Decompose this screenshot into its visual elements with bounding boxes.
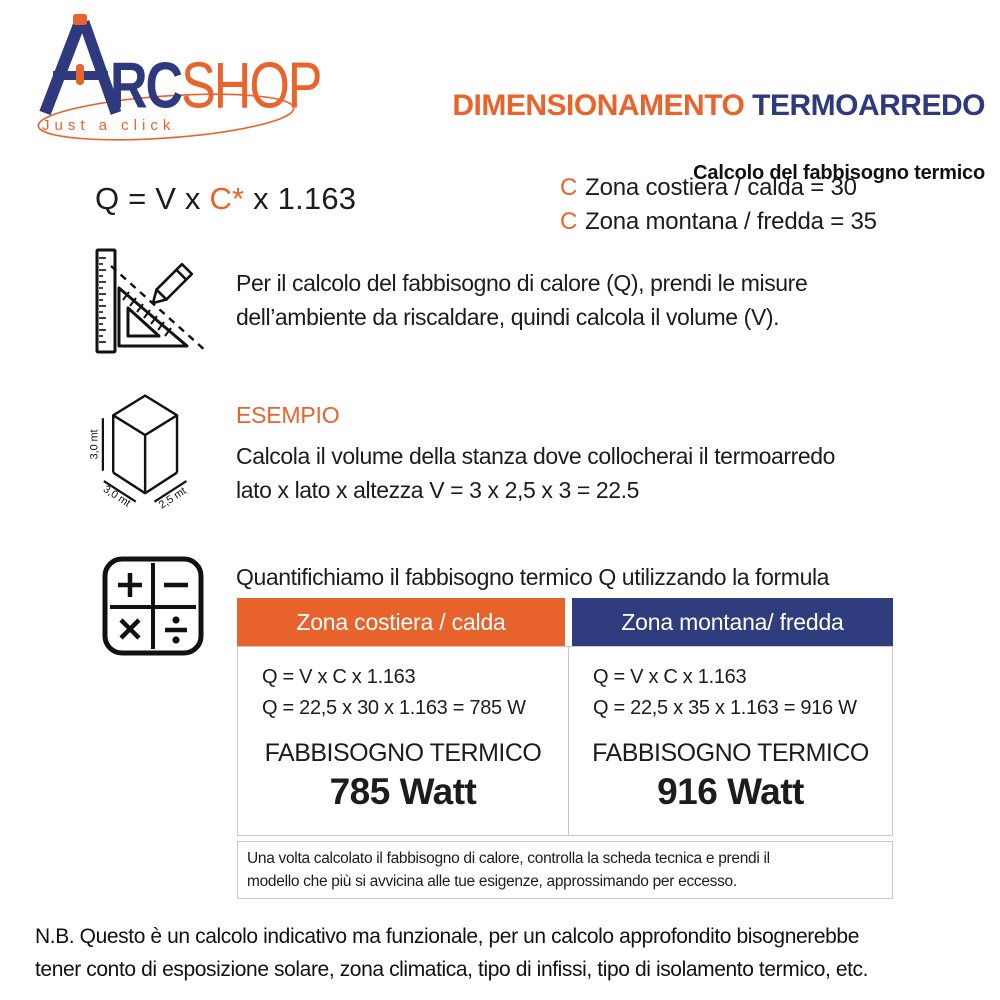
mountain-result-label: FABBISOGNO TERMICO <box>592 739 869 767</box>
zone-coastal-text: Zona costiera / calda = 30 <box>585 174 857 201</box>
cube-side-label: 3,0 mt <box>100 483 133 510</box>
table-body <box>237 646 893 836</box>
intro-paragraph <box>236 266 807 334</box>
brand-row <box>38 14 321 123</box>
zone-row-coastal <box>560 171 877 205</box>
coefficient-symbol: C <box>560 208 578 235</box>
brand-text-rc: RC <box>110 50 182 123</box>
page-title <box>405 55 985 157</box>
zone-row-mountain <box>560 205 877 239</box>
table-note-line-1: Una volta calcolato il fabbisogno di calore, controlla la scheda tecnica e prendi il <box>247 850 770 867</box>
quantify-text: Quantifichiamo il fabbisogno termico Q utilizzando la formula <box>236 564 830 590</box>
zone-coefficients <box>560 171 877 239</box>
example-line-2: lato x lato x altezza V = 3 x 2,5 x 3 = 22.5 <box>236 477 640 503</box>
ruler-square-pencil-icon <box>95 248 213 356</box>
title-termoarredo: TERMOARREDO <box>752 89 985 122</box>
title-dimensionamento: DIMENSIONAMENTO <box>452 89 753 122</box>
coastal-result-value: 785 Watt <box>329 771 477 812</box>
table-cell-mountain <box>569 647 892 835</box>
coefficient-symbol: C <box>560 174 578 201</box>
formula-prefix: Q = V x <box>95 181 210 216</box>
nb-footnote <box>35 920 868 986</box>
formula-suffix: x 1.163 <box>244 181 357 216</box>
table-note <box>237 841 893 899</box>
mountain-result-value: 916 Watt <box>657 771 804 812</box>
example-block <box>236 398 835 507</box>
table-note-line-2: modello che più si avvicina alle tue esigenze, approssimando per eccesso. <box>247 873 737 890</box>
formula-c-star: C* <box>209 181 245 216</box>
results-table <box>237 598 893 899</box>
table-cell-coastal <box>238 647 568 835</box>
coastal-formula-1: Q = V x C x 1.163 <box>262 666 416 688</box>
page-header <box>405 55 985 185</box>
logo-tagline: Just a click <box>42 117 176 134</box>
intro-line-2: dell’ambiente da riscaldare, quindi calcola il volume (V). <box>236 304 780 330</box>
mountain-formula-1: Q = V x C x 1.163 <box>593 666 747 688</box>
table-header-coastal: Zona costiera / calda <box>237 598 565 646</box>
arcshop-logo <box>38 14 321 146</box>
coastal-result-label: FABBISOGNO TERMICO <box>264 739 542 767</box>
coastal-formula-2: Q = 22,5 x 30 x 1.163 = 785 W <box>262 697 526 719</box>
cube-height-label: 3,0 mt <box>88 429 101 460</box>
cube-depth-label: 2,5 mt <box>156 485 189 512</box>
coastal-formulas <box>238 647 568 724</box>
example-heading: ESEMPIO <box>236 402 340 428</box>
mountain-formulas <box>569 647 892 724</box>
calculator-icon <box>101 556 205 656</box>
table-header-mountain: Zona montana/ fredda <box>572 598 893 646</box>
main-formula <box>95 181 356 217</box>
intro-line-1: Per il calcolo del fabbisogno di calore (Q), prendi le misure <box>236 270 808 296</box>
nb-footnote-line-1: N.B. Questo è un calcolo indicativo ma funzionale, per un calcolo approfondito bisognerebbe <box>35 925 859 948</box>
brand-text-shop: SHOP <box>181 50 321 123</box>
example-line-1: Calcola il volume della stanza dove collocherai il termoarredo <box>236 443 836 469</box>
zone-mountain-text: Zona montana / fredda = 35 <box>585 208 877 235</box>
mountain-formula-2: Q = 22,5 x 35 x 1.163 = 916 W <box>593 697 857 719</box>
cube-volume-icon <box>86 390 208 512</box>
table-header-row <box>237 598 893 646</box>
nb-footnote-line-2: tener conto di esposizione solare, zona climatica, tipo di infissi, tipo di isolamento termico, etc. <box>35 958 869 981</box>
page-subtitle: Calcolo del fabbisogno termico <box>693 162 985 184</box>
